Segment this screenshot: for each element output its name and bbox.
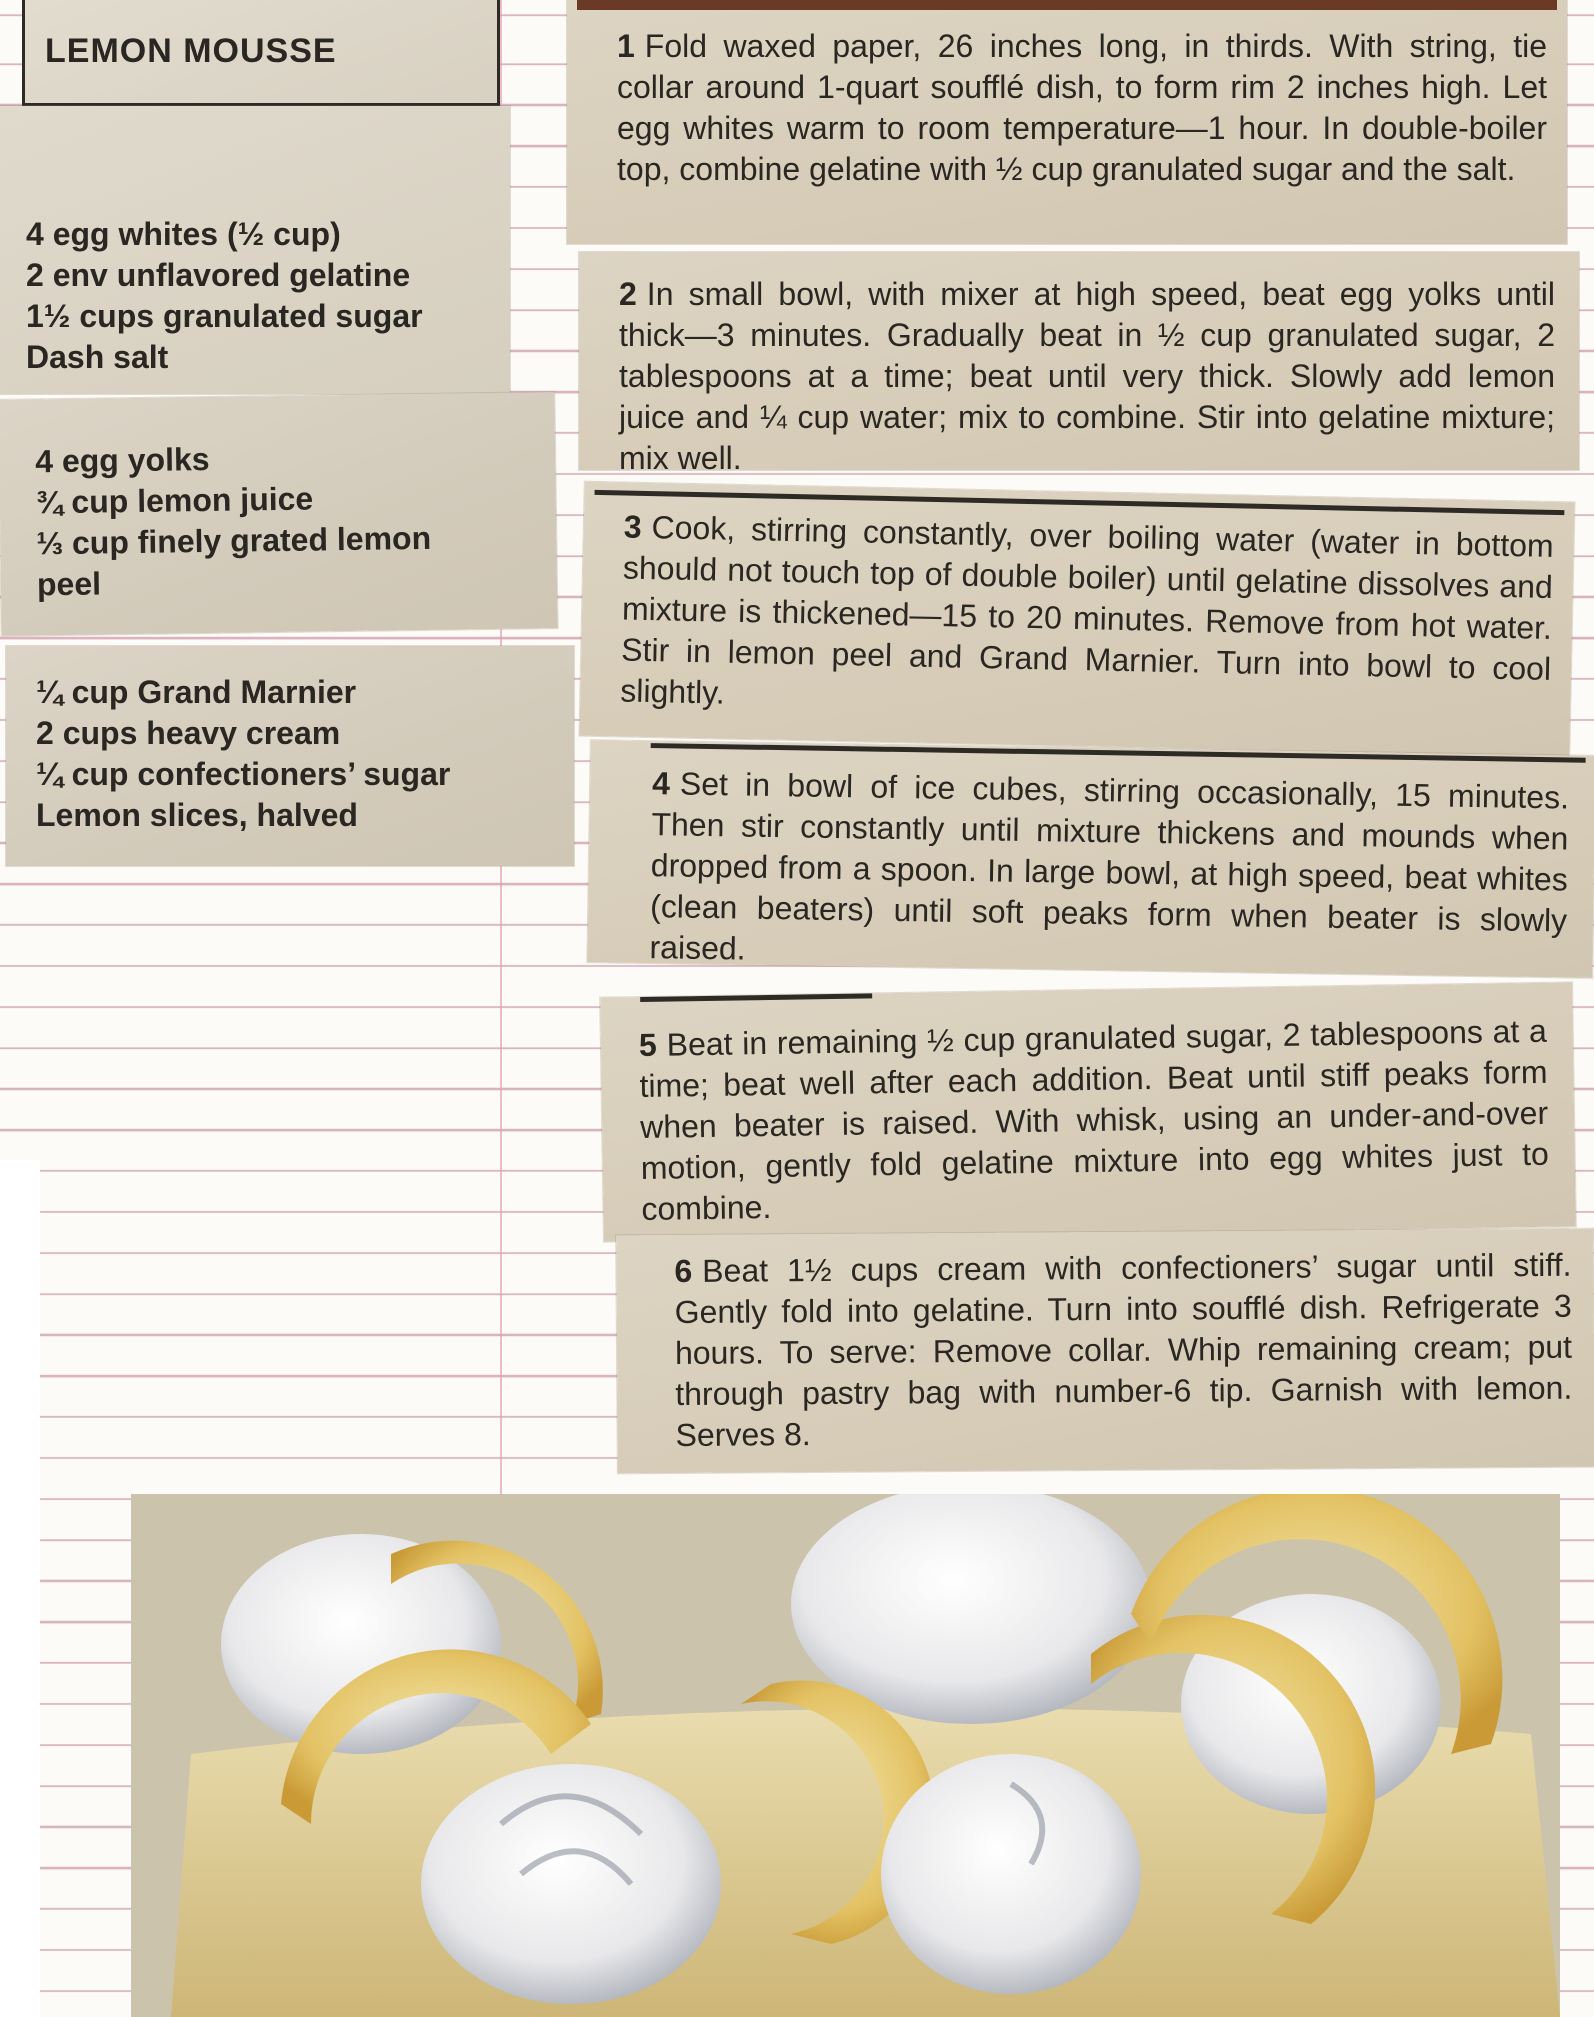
ingredients-clipping-2 — [0, 392, 558, 636]
rule — [640, 993, 872, 1002]
ingredient-line: peel — [36, 565, 102, 603]
step-text: Set in bowl of ice cubes, stirring occasionally, 15 minutes. Then stir constantly until mixture thickens and mounds when dropped from a spoon. In large bowl, at high speed, beat whites (clean beaters) until soft peaks form when beater is slowly raised. — [649, 765, 1570, 967]
step-number: 6 — [674, 1252, 693, 1290]
mousse-illustration — [131, 1494, 1560, 2017]
recipe-title: LEMON MOUSSE — [45, 32, 337, 70]
ingredients-clipping-1 — [0, 106, 510, 394]
recipe-title-box — [22, 0, 500, 106]
step-text: Cook, stirring constantly, over boiling water (water in bottom should not touch top of double boiler) until gelatine dissolves and mixture is thickened—15 to 20 minutes. Remove from hot water. Stir in lemon peel and Grand Marnier. Turn into bowl to cool slightly. — [620, 509, 1555, 711]
step-text: Beat 1½ cups cream with confectioners’ sugar until stiff. Gently fold into gelatine. Turn into soufflé dish. Refrigerate 3 hours. To serve: Remove collar. Whip remaining cream; put through pastry bag with number-6 tip. Garnish with lemon. Serves 8. — [674, 1246, 1573, 1454]
rule — [577, 0, 1557, 10]
step-clipping-2 — [579, 252, 1579, 476]
ingredient-line: Lemon slices, halved — [36, 797, 358, 833]
step-clipping-6 — [616, 1229, 1594, 1474]
ingredient-line: ¼ cup Grand Marnier — [36, 674, 357, 710]
ingredient-line: 4 egg yolks — [34, 440, 210, 480]
step-number: 4 — [651, 765, 671, 802]
step-text: Fold waxed paper, 26 inches long, in thirds. With string, tie collar around 1-quart soufflé dish, to form rim 2 inches high. Let egg whites warm to room temperature—1 hour. In double-boiler top, combine gelatine with ½ cup granulated sugar and the salt. — [617, 28, 1547, 187]
step-1 — [617, 26, 1547, 190]
step-6 — [674, 1245, 1572, 1456]
step-text: Beat in remaining ½ cup granulated sugar, 2 tablespoons at a time; beat well after each addition. Beat until stiff peaks form when beater is raised. With whisk, using an under-and-over motion, gently fold gelatine mixture into egg whites just to combine. — [639, 1012, 1549, 1228]
lemon-mousse-photo — [131, 1494, 1560, 2017]
ingredients-clipping-3 — [6, 646, 574, 866]
ingredient-line: 1½ cups granulated sugar — [26, 298, 423, 334]
step-clipping-3 — [579, 482, 1574, 757]
ingredient-line: 4 egg whites (½ cup) — [26, 216, 341, 252]
step-5 — [639, 1011, 1550, 1230]
step-2 — [619, 274, 1555, 479]
step-number: 5 — [638, 1026, 657, 1064]
step-clipping-4 — [587, 740, 1594, 978]
ingredient-line: ⅓ cup finely grated lemon — [36, 519, 432, 562]
step-3 — [620, 506, 1554, 730]
step-4 — [649, 763, 1569, 978]
page-edge — [0, 1160, 40, 2017]
step-number: 2 — [619, 276, 637, 312]
step-clipping-1 — [567, 0, 1567, 244]
ingredient-line: ¾ cup lemon juice — [35, 480, 314, 521]
ingredient-line: 2 cups heavy cream — [36, 715, 341, 751]
ingredient-line: Dash salt — [26, 339, 169, 375]
ingredient-line: ¼ cup confectioners’ sugar — [36, 756, 451, 792]
step-number: 1 — [617, 28, 635, 64]
step-number: 3 — [623, 508, 643, 545]
ingredient-line: 2 env unflavored gelatine — [26, 257, 411, 293]
step-clipping-5 — [600, 982, 1576, 1241]
step-text: In small bowl, with mixer at high speed, beat egg yolks until thick—3 minutes. Gradually beat in ½ cup granulated sugar, 2 tablespoons at a time; beat until very thick. Slowly add lemon juice and ¼ cup water; mix to combine. Stir into gelatine mixture; mix well. — [619, 276, 1555, 476]
